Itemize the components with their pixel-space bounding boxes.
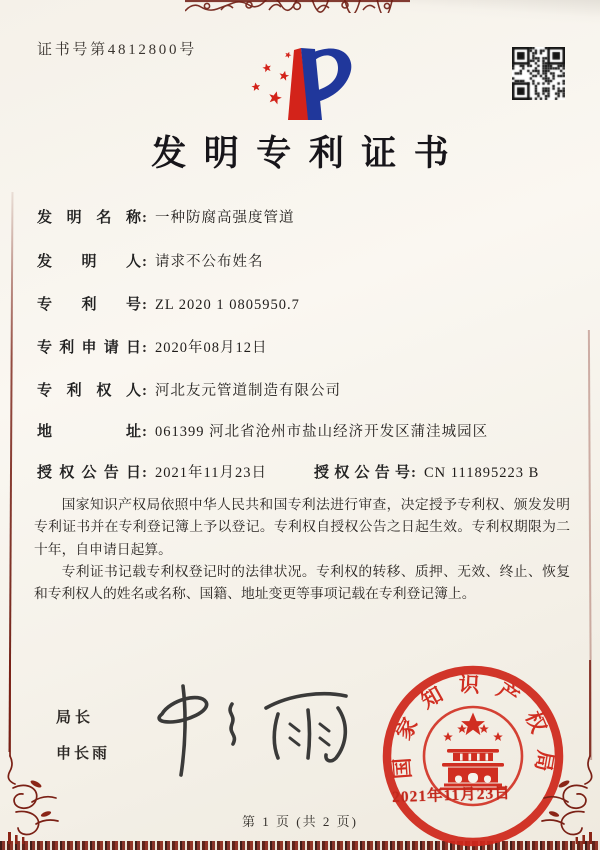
field-value: 2021年11月23日 [155,465,267,481]
grant-number-pair [314,461,539,482]
field-row-address [37,420,488,442]
top-border-ornament-icon [185,0,410,13]
field-colon: : [142,424,147,440]
field-label: 专利权人 [37,383,141,399]
field-value: 061399 河北省沧州市盐山经济开发区蒲洼城园区 [155,424,489,440]
field-label: 授权公告号 [314,465,410,481]
field-colon: : [142,340,147,356]
seal-date-stamp: 2021年11月23日 [391,784,511,807]
field-colon: : [142,383,147,399]
field-label: 发明人 [37,254,141,270]
field-label: 专利号 [37,297,141,313]
field-label: 发明名称 [37,210,141,226]
corner-flourish-left-icon [2,660,64,844]
field-label: 专利申请日 [37,340,141,356]
field-row-patentee [37,379,341,401]
page-footer: 第 1 页 (共 2 页) [242,814,358,829]
field-value: 2020年08月12日 [155,340,268,356]
field-value: 河北友元管道制造有限公司 [155,383,341,399]
qr-code-icon [512,47,565,100]
field-colon: : [142,210,147,226]
field-value: 一种防腐高强度管道 [155,210,295,226]
director-name-label: 申长雨 [56,746,111,762]
field-colon: : [411,465,416,481]
field-label: 授权公告日 [37,465,141,481]
field-row-patent-number [37,293,300,315]
certificate-number: 证书号第4812800号 [37,42,197,58]
seal-ring-text: 国家知识产权局 [388,672,558,789]
corner-flourish-right-icon [536,660,598,844]
field-label: 地址 [37,424,141,440]
legal-paragraph-2: 专利证书记载专利权登记时的法律状况。专利权的转移、质押、无效、终止、恢复和专利权人的姓名或名称、国籍、地址变更等事项记载在专利登记簿上。 [34,564,570,602]
field-row-invention-name [37,206,295,228]
cnipa-logo-icon [242,36,362,128]
field-row-inventor [37,250,264,272]
field-colon: : [142,297,147,313]
field-value: ZL 2020 1 0805950.7 [155,297,300,313]
field-value: CN 111895223 B [424,465,540,481]
certificate-title: 发明专利证书 [151,134,467,173]
director-title-label: 局长 [56,710,95,726]
legal-text-block [34,494,570,606]
field-value: 请求不公布姓名 [155,254,264,270]
field-colon: : [142,465,147,481]
handwritten-signature-icon [148,678,358,780]
field-colon: : [142,254,147,270]
legal-paragraph-1: 国家知识产权局依照中华人民共和国专利法进行审查，决定授予专利权、颁发发明专利证书并在专利登记簿上予以登记。专利权自授权公告之日起生效。专利权期限为二十年，自申请日起算。 [34,497,570,557]
field-row-grant [37,461,540,483]
field-row-filing-date [37,336,268,358]
